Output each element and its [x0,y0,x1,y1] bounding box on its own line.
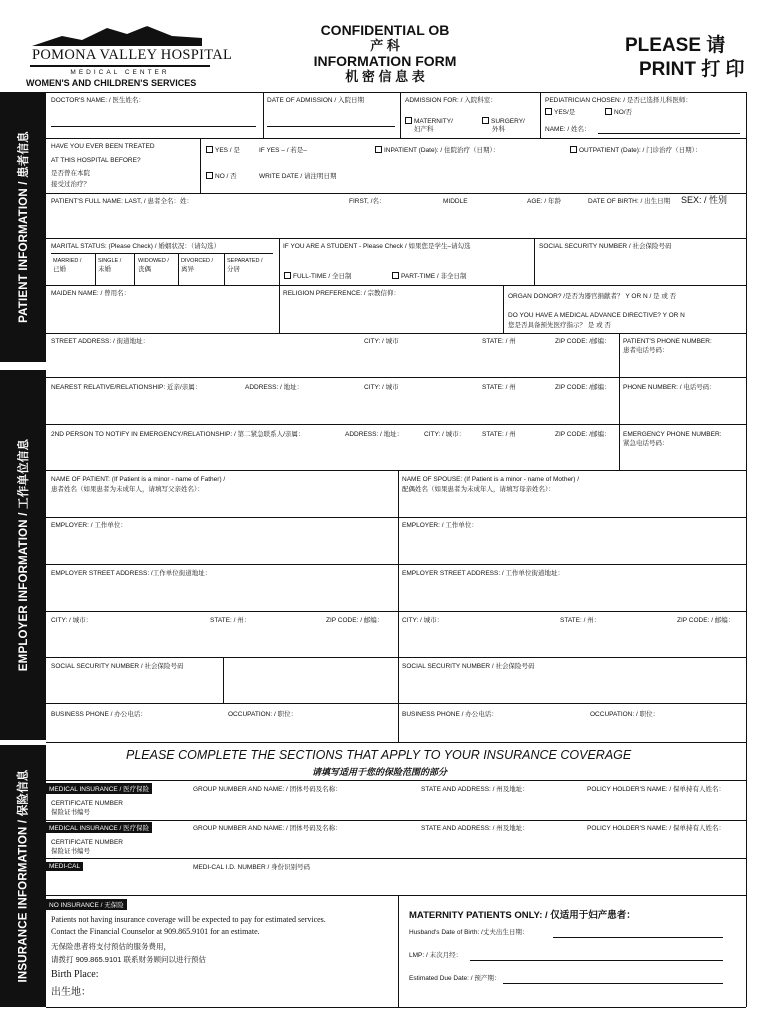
treated-no-checkbox[interactable]: NO / 否 [206,172,237,181]
religion-label: RELIGION PREFERENCE: / 宗教信仰： [283,290,401,297]
pediatrician-name-label: NAME: / 姓名： [545,126,591,133]
organ-donor-label: ORGAN DONOR? /是否为器官捐献者？ Y OR N / 是 或 否 [508,293,677,300]
husband-dob-field[interactable] [553,937,723,938]
doctor-name-label: DOCTOR'S NAME: / 医生姓名： [51,97,145,104]
mountain-logo-icon [32,24,202,46]
advance-directive-label: DO YOU HAVE A MEDICAL ADVANCE DIRECTIVE? Y OR N [508,312,685,319]
employer-label: EMPLOYER: / 工作单位： [51,522,127,529]
name-of-spouse-label: NAME OF SPOUSE: (If Patient is a minor - name of Mother) / [402,476,579,483]
patient-phone-label: PATIENT'S PHONE NUMBER: [623,338,712,345]
spouse-business-phone-label: BUSINESS PHONE / 办公电话： [402,711,498,718]
marital-status-label: MARITAL STATUS: (Please Check) / 婚姻状况：（请勾选） [51,243,221,250]
birth-place-label: Birth Place: [51,969,99,980]
street-address-label: STREET ADDRESS: / 街道地址： [51,338,150,345]
surgery-checkbox[interactable]: SURGERY/ [482,117,525,126]
hospital-logo [30,24,233,76]
side-patient-info: PATIENT INFORMATION / 患者信息 [0,92,46,362]
insurance-heading-cn: 请填写适用于您的保险范围的部分 [312,767,448,777]
pediatrician-name-field[interactable] [598,133,740,134]
inpatient-checkbox[interactable]: INPATIENT (Date): / 住院治疗（日期）： [375,146,499,155]
please-print: PLEASE 请 PRINT 打 印 [625,35,745,80]
logo-service: WOMEN'S AND CHILDREN'S SERVICES [26,78,197,88]
medical-insurance-2: MEDICAL INSURANCE / 医疗保险 [46,822,152,833]
admission-for-label: ADMISSION FOR: / 入院科室： [405,97,497,104]
pediatrician-label: PEDIATRICIAN CHOSEN: / 是否已选择儿科医师： [545,97,692,104]
fulltime-checkbox[interactable]: FULL-TIME / 全日制 [284,272,352,281]
business-phone-label: BUSINESS PHONE / 办公电话： [51,711,147,718]
due-date-field[interactable] [503,983,723,984]
admission-date-field[interactable] [267,126,395,127]
medi-cal-label: MEDI-CAL [46,862,83,871]
logo-main: POMONA VALLEY HOSPITAL [30,46,210,67]
doctor-name-field[interactable] [51,126,256,127]
lmp-field[interactable] [470,960,723,961]
parttime-checkbox[interactable]: PART-TIME / 非全日制 [392,272,467,281]
name-of-patient-label: NAME OF PATIENT: (If Patient is a minor - name of Father) / [51,476,226,483]
student-label: IF YOU ARE A STUDENT - Please Check / 如果您是学生–请勾选 [283,243,471,250]
form-title: CONFIDENTIAL OB 产 科 INFORMATION FORM 机 密 信 息 表 [313,22,457,84]
side-insurance-info: INSURANCE INFORMATION / 保险信息 [0,745,46,1007]
insurance-heading: PLEASE COMPLETE THE SECTIONS THAT APPLY TO YOUR INSURANCE COVERAGE [126,748,632,762]
maternity-only-label: MATERNITY PATIENTS ONLY: / 仅适用于妇产患者： [409,910,636,921]
side-employer-info: EMPLOYER INFORMATION / 工作单位信息 [0,370,46,740]
due-date-label: Estimated Due Date: / 预产期： [409,975,501,982]
spouse-ssn-label: SOCIAL SECURITY NUMBER / 社会保险号码 [402,663,535,670]
pediatrician-no-checkbox[interactable]: NO/否 [605,108,632,117]
employer-ssn-label: SOCIAL SECURITY NUMBER / 社会保险号码 [51,663,184,670]
husband-dob-label: Husband's Date of Birth: /丈夫出生日期： [409,929,529,936]
treated-yes-checkbox[interactable]: YES / 是 [206,146,240,155]
spouse-employer-label: EMPLOYER: / 工作单位： [402,522,478,529]
outpatient-checkbox[interactable]: OUTPATIENT (Date): / 门诊治疗（日期）： [570,146,701,155]
logo-sub: MEDICAL CENTER [70,69,170,76]
ssn-label: SOCIAL SECURITY NUMBER / 社会保险号码 [539,243,672,250]
second-contact-label: 2ND PERSON TO NOTIFY IN EMERGENCY/RELATIONSHIP: / 第二紧急联系人/亲属： [51,431,305,438]
admission-date-label: DATE OF ADMISSION / 入院日期 [267,97,365,104]
medical-insurance-1: MEDICAL INSURANCE / 医疗保险 [46,783,152,794]
maternity-checkbox[interactable]: MATERNITY/ [405,117,453,126]
no-insurance-label: NO INSURANCE / 无保险 [46,899,127,910]
nearest-relative-label: NEAREST RELATIVE/RELATIONSHIP: 近亲/亲属： [51,384,202,391]
emergency-phone-label: EMERGENCY PHONE NUMBER: [623,431,722,438]
employer-street-label: EMPLOYER STREET ADDRESS: /工作单位街道地址： [51,570,212,577]
maiden-name-label: MAIDEN NAME: / 曾用名： [51,290,131,297]
lmp-label: LMP: / 末次月经： [409,952,463,959]
spouse-employer-street-label: EMPLOYER STREET ADDRESS: / 工作单位街道地址： [402,570,565,577]
pediatrician-yes-checkbox[interactable]: YES/是 [545,108,575,117]
full-name-label: PATIENT'S FULL NAME: LAST, / 患者全名：姓： [51,198,193,205]
